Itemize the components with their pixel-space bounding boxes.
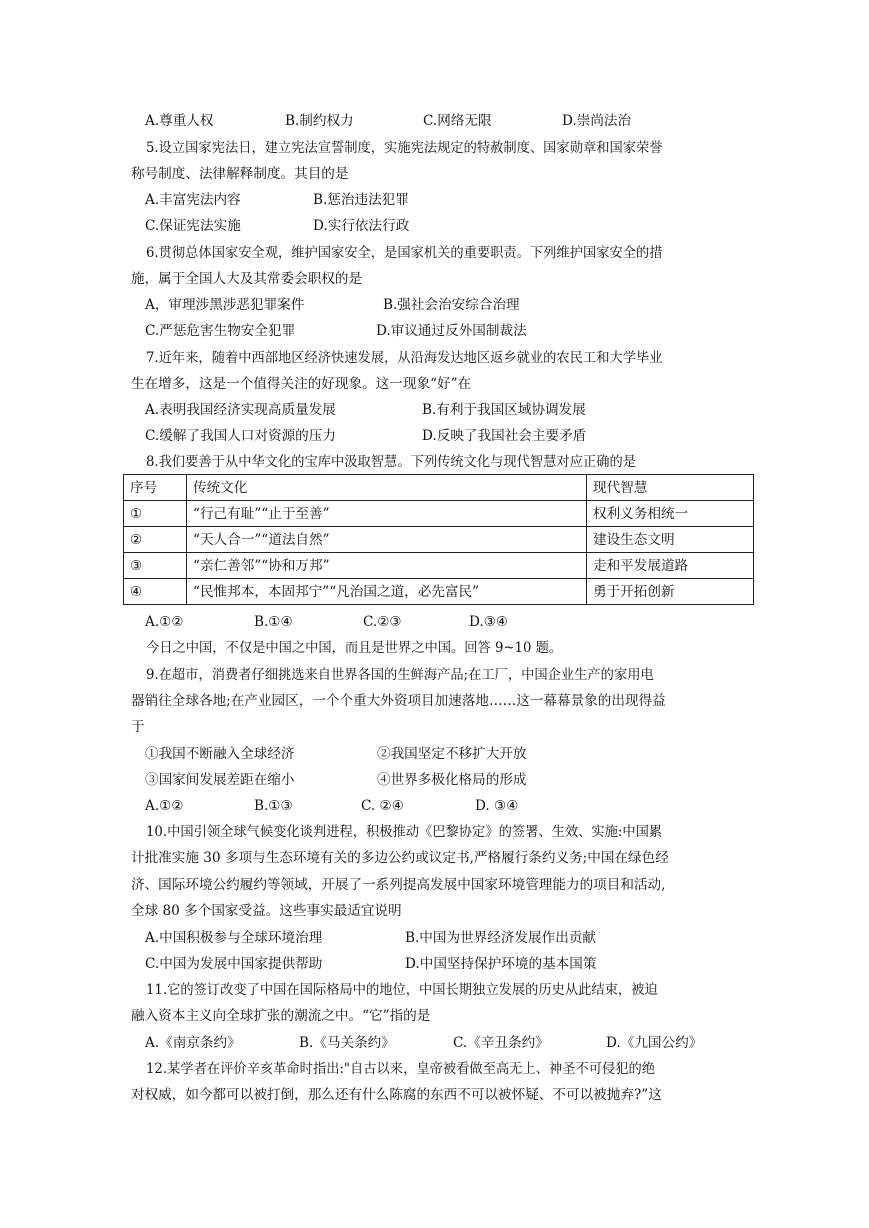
table-cell: 走和平发展道路 (587, 553, 754, 579)
table-row (124, 501, 754, 527)
q6-option-d: D.审议通过反外国制裁法 (376, 323, 527, 339)
q7-stem-line-1: 7.近年来，随着中西部地区经济快速发展，从沿海发达地区返乡就业的农民工和大学毕业 (146, 350, 663, 366)
q4-option-a: A.尊重人权 (145, 113, 214, 129)
q10-option-c: C.中国为发展中国家提供帮助 (145, 956, 323, 972)
q8-option-c: C.②③ (363, 614, 402, 630)
q7-option-c: C.缓解了我国人口对资源的压力 (145, 428, 336, 444)
q5-stem-line-2: 称号制度、法律解释制度。其目的是 (131, 166, 349, 182)
q6-option-b: B.强社会治安综合治理 (383, 297, 520, 313)
q6-option-a: A，审理涉黑涉恶犯罪案件 (145, 297, 305, 313)
q6-stem-line-1: 6.贯彻总体国家安全观，维护国家安全，是国家机关的重要职责。下列维护国家安全的措 (146, 245, 663, 261)
q9-option-b: B.①③ (254, 798, 293, 814)
q4-option-c: C.网络无限 (423, 113, 492, 129)
q11-option-c: C.《辛丑条约》 (453, 1035, 549, 1051)
q11-option-b: B.《马关条约》 (299, 1035, 395, 1051)
q10-option-a: A.中国积极参与全球环境治理 (145, 930, 323, 946)
q5-option-a: A.丰富宪法内容 (145, 192, 241, 208)
q8-table (123, 474, 754, 605)
q5-option-b: B.惩治违法犯罪 (313, 192, 409, 208)
q8-option-b: B.①④ (254, 614, 293, 630)
q9-option-a: A.①② (145, 798, 184, 814)
q5-stem-line-1: 5.设立国家宪法日，建立宪法宣誓制度，实施宪法规定的特赦制度、国家勋章和国家荣誉 (146, 140, 663, 156)
q9-statement-4: ④世界多极化格局的形成 (377, 772, 527, 788)
table-row (124, 579, 754, 605)
q8-option-a: A.①② (145, 614, 184, 630)
q9-stem-line-3: 于 (131, 719, 145, 735)
q5-option-d: D.实行依法行政 (313, 218, 410, 234)
table-cell: “民惟邦本，本固邦宁”“凡治国之道，必先富民” (187, 579, 587, 605)
table-cell: “亲仁善邻”“协和万邦” (187, 553, 587, 579)
q4-option-d: D.崇尚法治 (562, 113, 632, 129)
q10-stem-line-1: 10.中国引领全球气候变化谈判进程，积极推动《巴黎协定》的签署、生效、实施:中国累 (146, 824, 663, 840)
table-cell: “行己有耻”“止于至善” (187, 501, 587, 527)
table-cell: 权利义务相统一 (587, 501, 754, 527)
q9-stem-line-2: 器销往全球各地;在产业园区，一个个重大外资项目加速落地……这一幕幕景象的出现得益 (131, 693, 666, 709)
table-cell: 建设生态文明 (587, 527, 754, 553)
table-header-cell: 序号 (124, 475, 187, 501)
q12-stem-line-1: 12.某学者在评价辛亥革命时指出:"自古以来，皇帝被看做至高无上、神圣不可侵犯的绝 (146, 1061, 655, 1077)
q12-stem-line-2: 对权威，如今都可以被打倒，那么还有什么陈腐的东西不可以被怀疑、不可以被抛弃?”这 (131, 1087, 662, 1103)
table-cell: ③ (124, 553, 187, 579)
q9-statement-2: ②我国坚定不移扩大开放 (377, 746, 527, 762)
q8-option-d: D.③④ (469, 614, 509, 630)
q11-option-a: A.《南京条约》 (145, 1035, 241, 1051)
table-cell: 勇于开拓创新 (587, 579, 754, 605)
q7-option-a: A.表明我国经济实现高质量发展 (145, 402, 336, 418)
q7-stem-line-2: 生在增多，这是一个值得关注的好现象。这一现象“好”在 (131, 376, 472, 392)
q9-option-d: D. ③④ (475, 798, 519, 814)
q11-option-d: D.《九国公约》 (606, 1035, 703, 1051)
q11-stem-line-1: 11.它的签订改变了中国在国际格局中的地位，中国长期独立发展的历史从此结束，被迫 (146, 982, 658, 998)
q6-option-c: C.严惩危害生物安全犯罪 (145, 323, 296, 339)
q10-stem-line-3: 济、国际环境公约履约等领域，开展了一系列提高发展中国家环境管理能力的项目和活动, (131, 877, 666, 893)
q9-stem-line-1: 9.在超市，消费者仔细挑选来自世界各国的生鲜海产品;在工厂，中国企业生产的家用电 (146, 667, 654, 683)
q4-option-b: B.制约权力 (285, 113, 354, 129)
q9-statement-1: ①我国不断融入全球经济 (145, 746, 295, 762)
q10-stem-line-4: 全球 80 多个国家受益。这些事实最适宜说明 (131, 903, 402, 919)
table-cell: ④ (124, 579, 187, 605)
table-row (124, 553, 754, 579)
q10-stem-line-2: 计批准实施 30 多项与生态环境有关的多边公约或议定书,严格履行条约义务;中国在绿色经 (131, 850, 669, 866)
table-header-row (124, 475, 754, 501)
table-cell: “天人合一”“道法自然” (187, 527, 587, 553)
table-header-cell: 传统文化 (187, 475, 587, 501)
q6-stem-line-2: 施，属于全国人大及其常委会职权的是 (131, 271, 363, 287)
q10-option-b: B.中国为世界经济发展作出贡献 (405, 930, 597, 946)
q7-option-b: B.有利于我国区域协调发展 (422, 402, 586, 418)
q8-stem: 8.我们要善于从中华文化的宝库中汲取智慧。下列传统文化与现代智慧对应正确的是 (146, 454, 636, 470)
table-cell: ② (124, 527, 187, 553)
q10-option-d: D.中国坚持保护环境的基本国策 (405, 956, 597, 972)
table-cell: ① (124, 501, 187, 527)
q7-option-d: D.反映了我国社会主要矛盾 (422, 428, 587, 444)
q11-stem-line-2: 融入资本主义向全球扩张的潮流之中。“它”指的是 (131, 1008, 431, 1024)
table-row (124, 527, 754, 553)
intro-9-10: 今日之中国，不仅是中国之中国，而且是世界之中国。回答 9~10 题。 (146, 640, 563, 656)
q9-option-c: C. ②④ (361, 798, 404, 814)
q5-option-c: C.保证宪法实施 (145, 218, 241, 234)
table-header-cell: 现代智慧 (587, 475, 754, 501)
q9-statement-3: ③国家间发展差距在缩小 (145, 772, 295, 788)
